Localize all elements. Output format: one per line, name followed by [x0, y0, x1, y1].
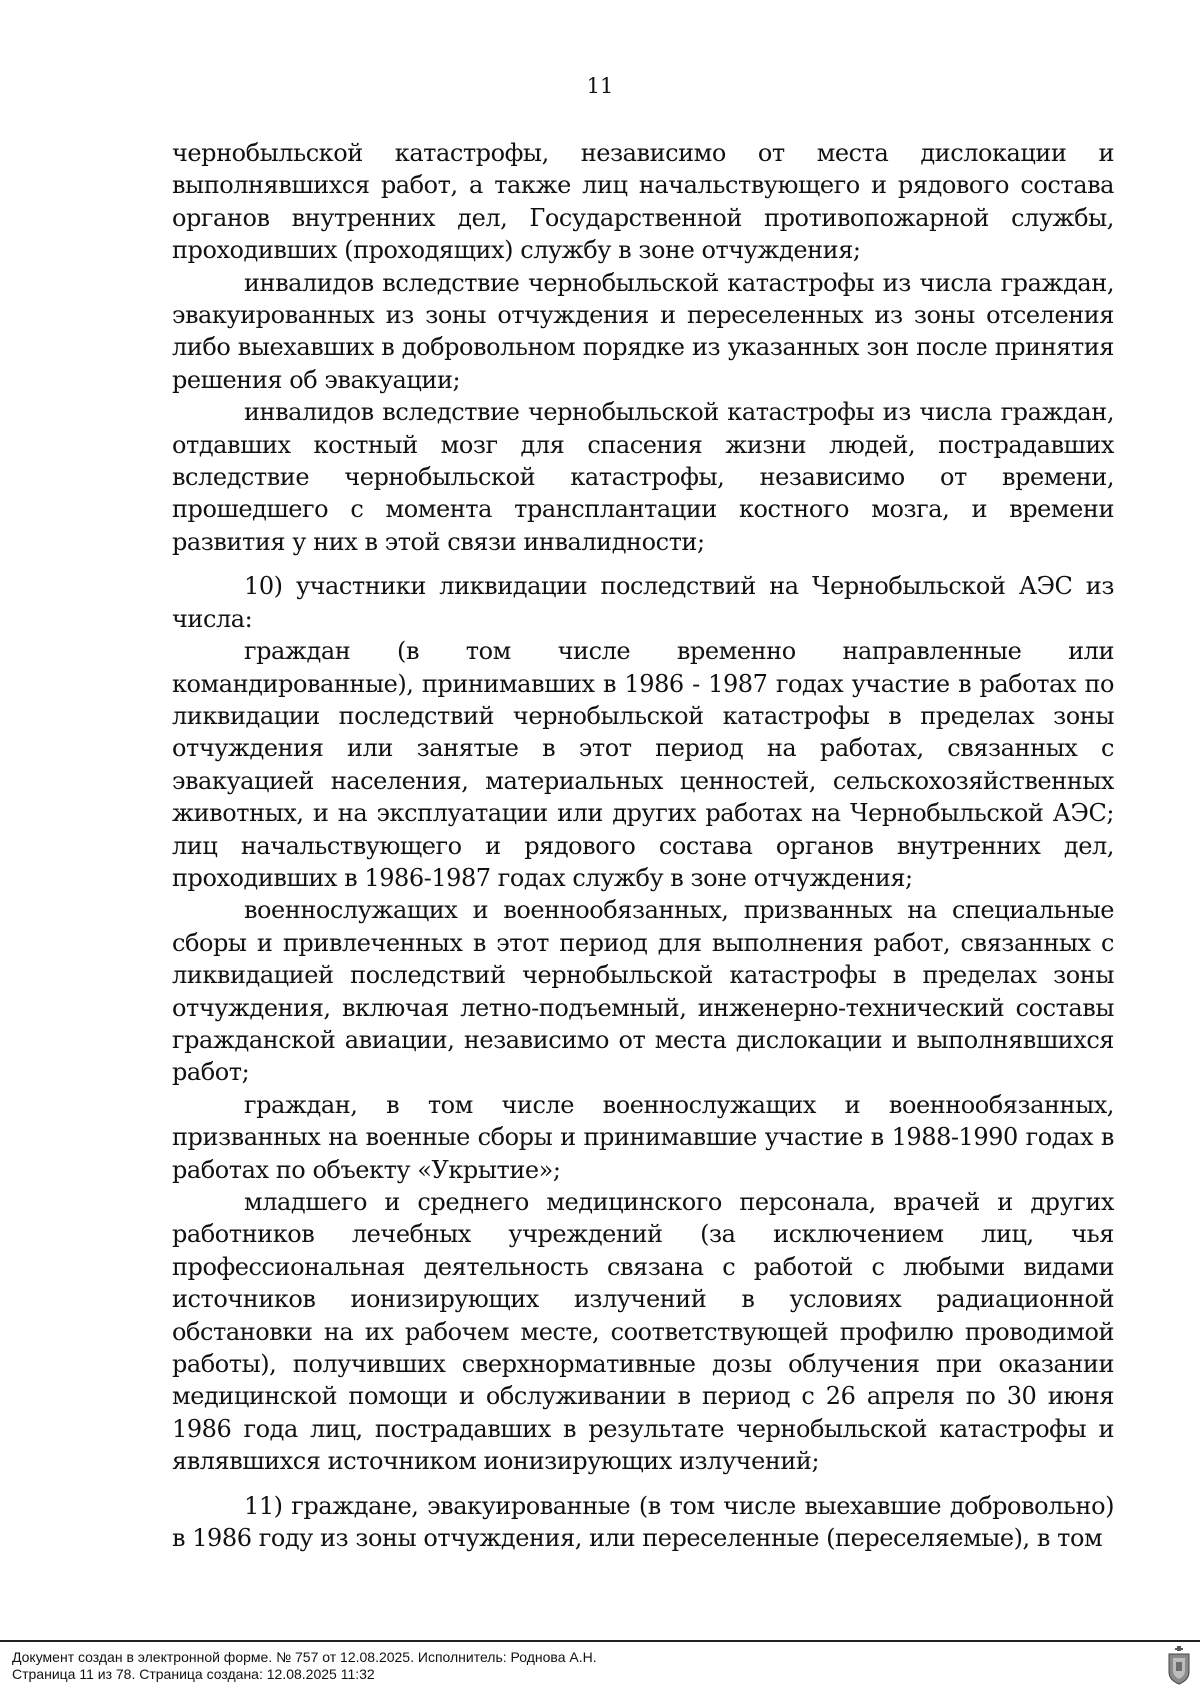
paragraph-item-10: 10) участники ликвидации последствий на Чернобыльской АЭС из числа: [172, 572, 1114, 633]
paragraph: граждан, в том числе военнослужащих и военнообязанных, призванных на военные сборы и принимавшие участие в 1988-1990 годах в работах по объекту «Укрытие»; [172, 1090, 1114, 1184]
footer-divider [0, 1640, 1200, 1642]
paragraph-item-11: 11) граждане, эвакуированные (в том числе выехавшие добровольно) в 1986 году из зоны отчуждения, или переселенные (переселяемые), в том [172, 1491, 1114, 1553]
paragraph: граждан (в том числе временно направленные или командированные), принимавших в 1986 - 1987 годах участие в работах по ликвидации последствий чернобыльской катастрофы в пределах зоны отчуждения или занятые в этот период на работах, связанных с эвакуацией населения, материальных ценностей, сельскохозяйственных животных, и на эксплуатации или других работах на Чернобыльской АЭС; лиц начальствующего и рядового состава органов внутренних дел, проходивших в 1986-1987 годах службу в зоне отчуждения; [172, 637, 1114, 892]
footer-line-1: Документ создан в электронной форме. № 757 от 12.08.2025. Исполнитель: Роднова А.Н. [12, 1649, 597, 1665]
paragraph: инвалидов вследствие чернобыльской катастрофы из числа граждан, эвакуированных из зоны отчуждения и переселенных из зоны отселения либо выехавших в добровольном порядке из указанных зон после принятия решения об эвакуации; [172, 268, 1114, 394]
document-body [172, 137, 1114, 1554]
paragraph: инвалидов вследствие чернобыльской катастрофы из числа граждан, отдавших костный мозг для спасения жизни людей, пострадавших вследствие чернобыльской катастрофы, независимо от времени, прошедшего с момента трансплантации костного мозга, и времени развития у них в этой связи инвалидности; [172, 398, 1114, 556]
footer-line-2: Страница 11 из 78. Страница создана: 12.08.2025 11:32 [12, 1666, 375, 1682]
paragraph: военнослужащих и военнообязанных, призванных на специальные сборы и привлеченных в этот период для выполнения работ, связанных с ликвидацией последствий чернобыльской катастрофы в пределах зоны отчуждения, включая летно-подъемный, инженерно-технический составы гражданской авиации, независимо от места дислокации и выполнявшихся работ; [172, 896, 1114, 1087]
page-number: 11 [586, 74, 614, 98]
coat-of-arms-icon [1166, 1645, 1192, 1685]
document-footer [12, 1649, 1152, 1683]
paragraph: младшего и среднего медицинского персонала, врачей и других работников лечебных учреждений (за исключением лиц, чья профессиональная деятельность связана с работой с любыми видами источников ионизирующих излучений в условиях радиационной обстановки на их рабочем месте, соответствующей профилю проводимой работы), получивших сверхнормативные дозы облучения при оказании медицинской помощи и обслуживании в период с 26 апреля по 30 июня 1986 года лиц, пострадавших в результате чернобыльской катастрофы и являвшихся источником ионизирующих излучений; [172, 1188, 1114, 1476]
paragraph: чернобыльской катастрофы, независимо от места дислокации и выполнявшихся работ, а также лиц начальствующего и рядового состава органов внутренних дел, Государственной противопожарной службы, проходивших (проходящих) службу в зоне отчуждения; [172, 139, 1114, 265]
